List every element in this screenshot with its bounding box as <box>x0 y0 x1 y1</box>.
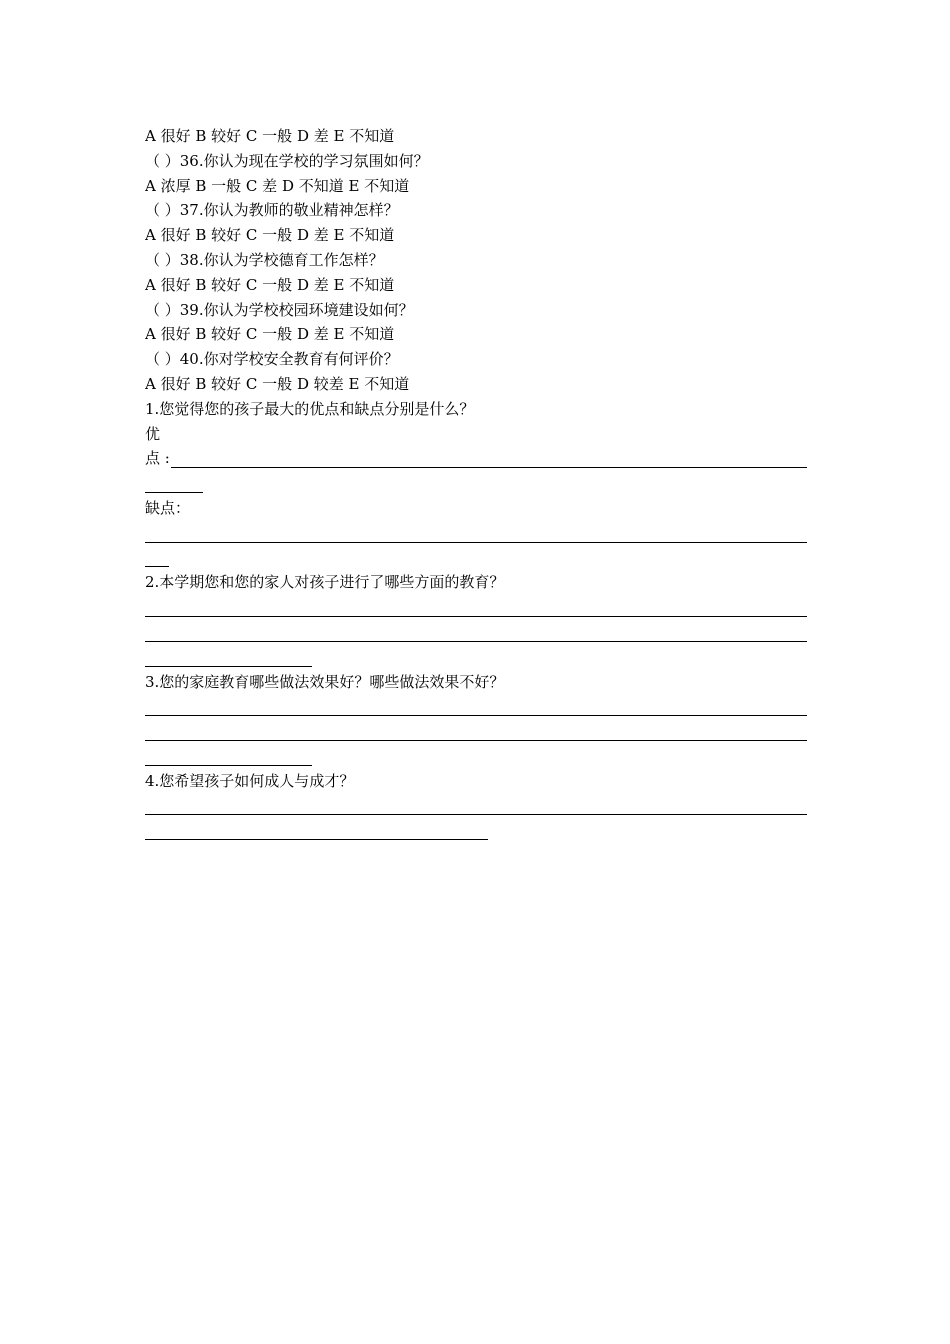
answer-options-39: A 很好 B 较好 C 一般 D 差 E 不知道 <box>145 325 395 344</box>
open-question-1: 1.您觉得您的孩子最大的优点和缺点分别是什么？ <box>145 399 475 418</box>
strengths-label-line1: 优 <box>145 424 161 443</box>
question-3-answer-line-3[interactable] <box>145 744 807 769</box>
question-4-answer-line-1[interactable] <box>145 794 807 819</box>
answer-underline <box>145 616 807 617</box>
strengths-answer-underline <box>171 467 807 468</box>
question-38: （ ）38.你认为学校德育工作怎样？ <box>145 250 384 269</box>
answer-underline <box>145 666 312 667</box>
answer-underline <box>145 839 488 840</box>
answer-options-40: A 很好 B 较好 C 一般 D 较差 E 不知道 <box>145 374 410 393</box>
weaknesses-label: 缺点： <box>145 498 191 517</box>
question-2-answer-line-1[interactable] <box>145 595 807 620</box>
answer-options-36: A 浓厚 B 一般 C 差 D 不知道 E 不知道 <box>145 176 410 195</box>
question-4-answer-line-2[interactable] <box>145 818 807 843</box>
question-2-answer-line-3[interactable] <box>145 645 807 670</box>
answer-underline <box>145 765 312 766</box>
answer-underline <box>145 740 807 741</box>
answer-underline <box>145 641 807 642</box>
weaknesses-answer-line-1[interactable] <box>145 521 807 546</box>
question-3-answer-line-1[interactable] <box>145 694 807 719</box>
answer-underline <box>145 492 203 493</box>
weaknesses-answer-line-2[interactable] <box>145 546 807 571</box>
strengths-answer-continuation[interactable] <box>145 471 807 496</box>
strengths-answer-field[interactable] <box>145 446 807 471</box>
answer-underline <box>145 814 807 815</box>
open-question-2: 2.本学期您和您的家人对孩子进行了哪些方面的教育？ <box>145 573 505 592</box>
question-2-answer-line-2[interactable] <box>145 620 807 645</box>
question-3-answer-line-2[interactable] <box>145 719 807 744</box>
questionnaire-content <box>145 124 807 843</box>
open-question-4: 4.您希望孩子如何成人与成才？ <box>145 771 355 790</box>
answer-underline <box>145 566 169 567</box>
answer-underline <box>145 715 807 716</box>
answer-options-37: A 很好 B 较好 C 一般 D 差 E 不知道 <box>145 226 395 245</box>
answer-underline <box>145 542 807 543</box>
answer-options-38: A 很好 B 较好 C 一般 D 差 E 不知道 <box>145 275 395 294</box>
question-39: （ ）39.你认为学校校园环境建设如何？ <box>145 300 414 319</box>
question-36: （ ）36.你认为现在学校的学习氛围如何？ <box>145 151 429 170</box>
open-question-3: 3.您的家庭教育哪些做法效果好？哪些做法效果不好？ <box>145 672 505 691</box>
answer-options-35: A 很好 B 较好 C 一般 D 差 E 不知道 <box>145 127 395 145</box>
question-40: （ ）40.你对学校安全教育有何评价？ <box>145 350 399 369</box>
strengths-label-line2: 点 : <box>145 449 170 468</box>
question-37: （ ）37.你认为教师的敬业精神怎样？ <box>145 201 399 220</box>
